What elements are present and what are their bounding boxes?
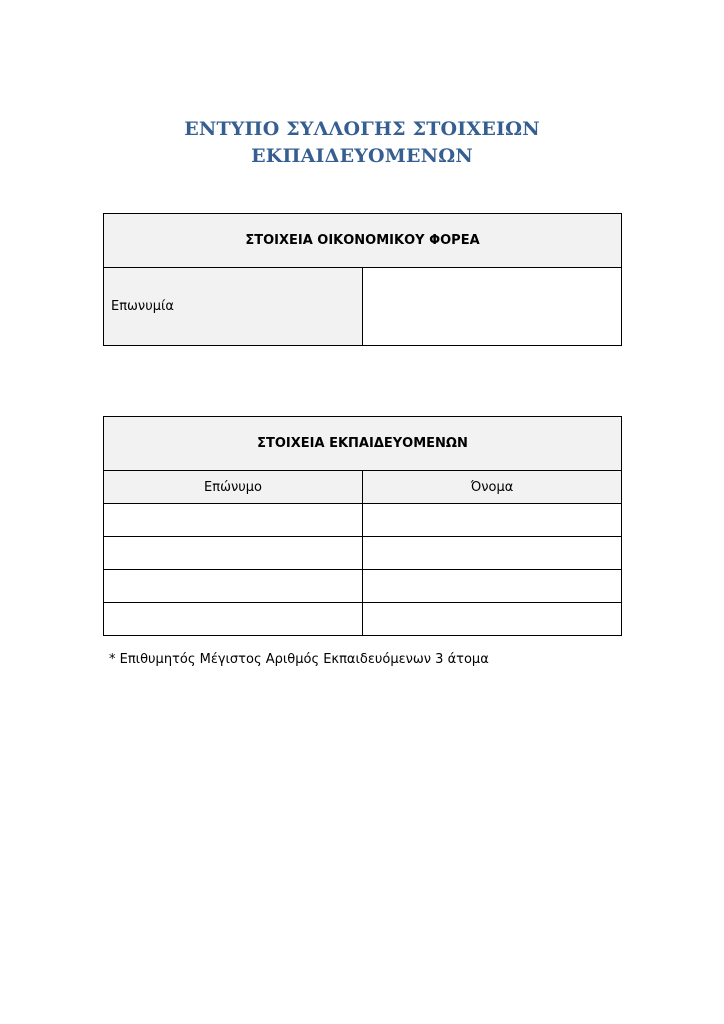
firstname-field[interactable] (363, 570, 622, 603)
firstname-field[interactable] (363, 603, 622, 636)
surname-field[interactable] (104, 504, 363, 537)
footnote: * Επιθυμητός Μέγιστος Αριθμός Εκπαιδευόμενων 3 άτομα (109, 652, 489, 667)
table-row (104, 268, 622, 346)
surname-field[interactable] (104, 570, 363, 603)
table-row (104, 537, 622, 570)
company-name-label: Επωνυμία (104, 268, 363, 346)
document-title-line-2: ΕΚΠΑΙΔΕΥΟΜΕΝΩΝ (251, 145, 473, 167)
surname-column-header: Επώνυμο (104, 471, 363, 504)
trainees-heading: ΣΤΟΙΧΕΙΑ ΕΚΠΑΙΔΕΥΟΜΕΝΩΝ (104, 417, 622, 471)
surname-field[interactable] (104, 537, 363, 570)
firstname-field[interactable] (363, 504, 622, 537)
table-row (104, 504, 622, 537)
table-row (104, 603, 622, 636)
trainees-table (103, 416, 622, 636)
firstname-field[interactable] (363, 537, 622, 570)
surname-field[interactable] (104, 603, 363, 636)
table-row (104, 570, 622, 603)
company-name-field[interactable] (363, 268, 622, 346)
company-details-table (103, 213, 622, 346)
document-title-line-1: ΕΝΤΥΠΟ ΣΥΛΛΟΓΗΣ ΣΤΟΙΧΕΙΩΝ (184, 118, 540, 140)
firstname-column-header: Όνομα (363, 471, 622, 504)
document-title (0, 116, 724, 170)
table-header-row (104, 471, 622, 504)
company-details-heading: ΣΤΟΙΧΕΙΑ ΟΙΚΟΝΟΜΙΚΟΥ ΦΟΡΕΑ (104, 214, 622, 268)
